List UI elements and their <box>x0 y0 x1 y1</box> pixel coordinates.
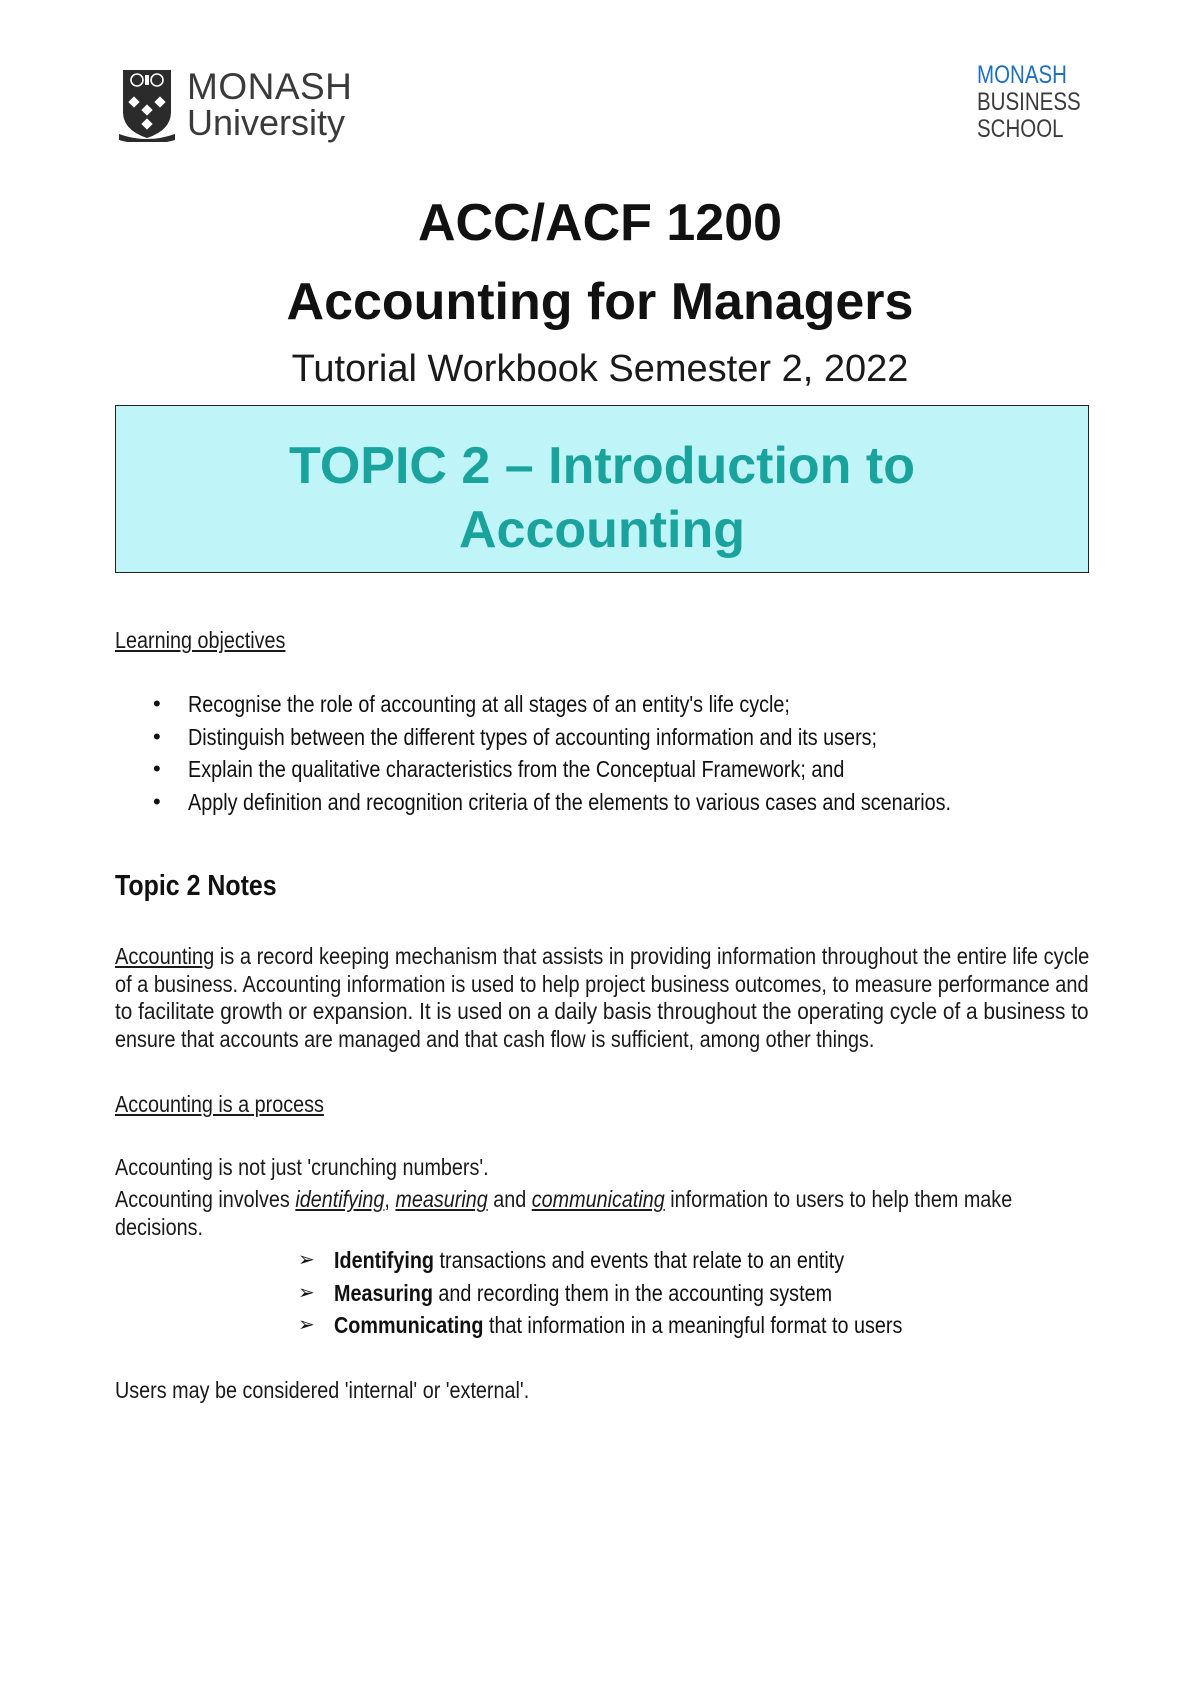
topic-notes-heading: Topic 2 Notes <box>115 870 277 902</box>
step-description: transactions and events that relate to an entity <box>434 1247 845 1273</box>
involves-comma: , <box>384 1186 396 1212</box>
topic-title-line2: Accounting <box>459 501 745 559</box>
bullet-icon: • <box>153 756 161 781</box>
objective-text: Distinguish between the different types of accounting information and its users; <box>188 723 878 750</box>
step-text <box>334 1279 832 1307</box>
learning-objectives-heading: Learning objectives <box>115 627 286 653</box>
paragraph-line: ensure that accounts are managed and that cash flow is sufficient, among other things. <box>115 1025 875 1052</box>
step-keyword: Communicating <box>334 1312 484 1338</box>
objective-text: Recognise the role of accounting at all stages of an entity's life cycle; <box>188 691 790 717</box>
accounting-definition-paragraph <box>115 943 1089 1053</box>
paragraph-line-text: is a record keeping mechanism that assists in providing information throughout the entire life cycle <box>214 943 1090 969</box>
paragraph-line <box>115 943 1090 971</box>
objective-text: Apply definition and recognition criteria of the elements to various cases and scenarios. <box>188 788 952 815</box>
monash-wordmark-line2: University <box>187 102 346 143</box>
bullet-icon: • <box>153 723 161 749</box>
step-keyword: Identifying <box>334 1247 435 1273</box>
crunching-numbers-text: Accounting is not just 'crunching numbers'. <box>115 1154 489 1180</box>
monash-business-school-logo <box>977 62 1081 143</box>
accounting-process-heading: Accounting is a process <box>115 1091 324 1117</box>
monash-wordmark-line1: MONASH <box>187 66 353 107</box>
objective-text: Explain the qualitative characteristics from the Conceptual Framework; and <box>188 756 845 782</box>
monash-wordmark <box>187 68 352 141</box>
workbook-subtitle: Tutorial Workbook Semester 2, 2022 <box>291 348 909 390</box>
step-text <box>334 1246 844 1274</box>
arrow-bullet-icon: ➢ <box>298 1314 315 1336</box>
topic-title-line1: TOPIC 2 – Introduction to <box>289 437 915 495</box>
involves-prefix: Accounting involves <box>115 1186 296 1212</box>
mbs-logo-line1: MONASH <box>977 61 1067 89</box>
mbs-logo-line2: BUSINESS <box>977 88 1081 116</box>
mbs-logo-line3: SCHOOL <box>977 115 1064 143</box>
communicating-term: communicating <box>531 1186 665 1212</box>
bullet-icon: • <box>153 691 161 716</box>
bullet-icon: • <box>153 788 161 814</box>
step-keyword: Measuring <box>334 1279 433 1306</box>
course-name-title: Accounting for Managers <box>286 273 914 331</box>
involves-suffix: information to users to help them make <box>664 1186 1013 1212</box>
monash-crest-icon <box>117 70 177 142</box>
identifying-term: identifying <box>295 1186 385 1212</box>
users-text: Users may be considered 'internal' or 'external'. <box>115 1377 530 1403</box>
accounting-term: Accounting <box>115 943 215 969</box>
accounting-involves-text <box>115 1185 1012 1213</box>
step-description: that information in a meaningful format to users <box>483 1312 903 1338</box>
arrow-bullet-icon: ➢ <box>298 1249 315 1271</box>
course-code-title: ACC/ACF 1200 <box>417 194 783 252</box>
accounting-involves-continuation: decisions. <box>115 1214 203 1240</box>
topic-title <box>116 434 1088 562</box>
paragraph-line: to facilitate growth or expansion. It is used on a daily basis throughout the operating cycle of a business to <box>115 998 1089 1024</box>
involves-and: and <box>487 1186 532 1212</box>
step-description: and recording them in the accounting system <box>432 1279 833 1306</box>
paragraph-line: of a business. Accounting information is used to help project business outcomes, to measure performance and <box>115 970 1089 997</box>
arrow-bullet-icon: ➢ <box>298 1281 315 1304</box>
topic-banner <box>115 405 1089 573</box>
step-text <box>334 1311 902 1339</box>
measuring-term: measuring <box>395 1186 488 1212</box>
monash-university-logo <box>117 68 377 144</box>
